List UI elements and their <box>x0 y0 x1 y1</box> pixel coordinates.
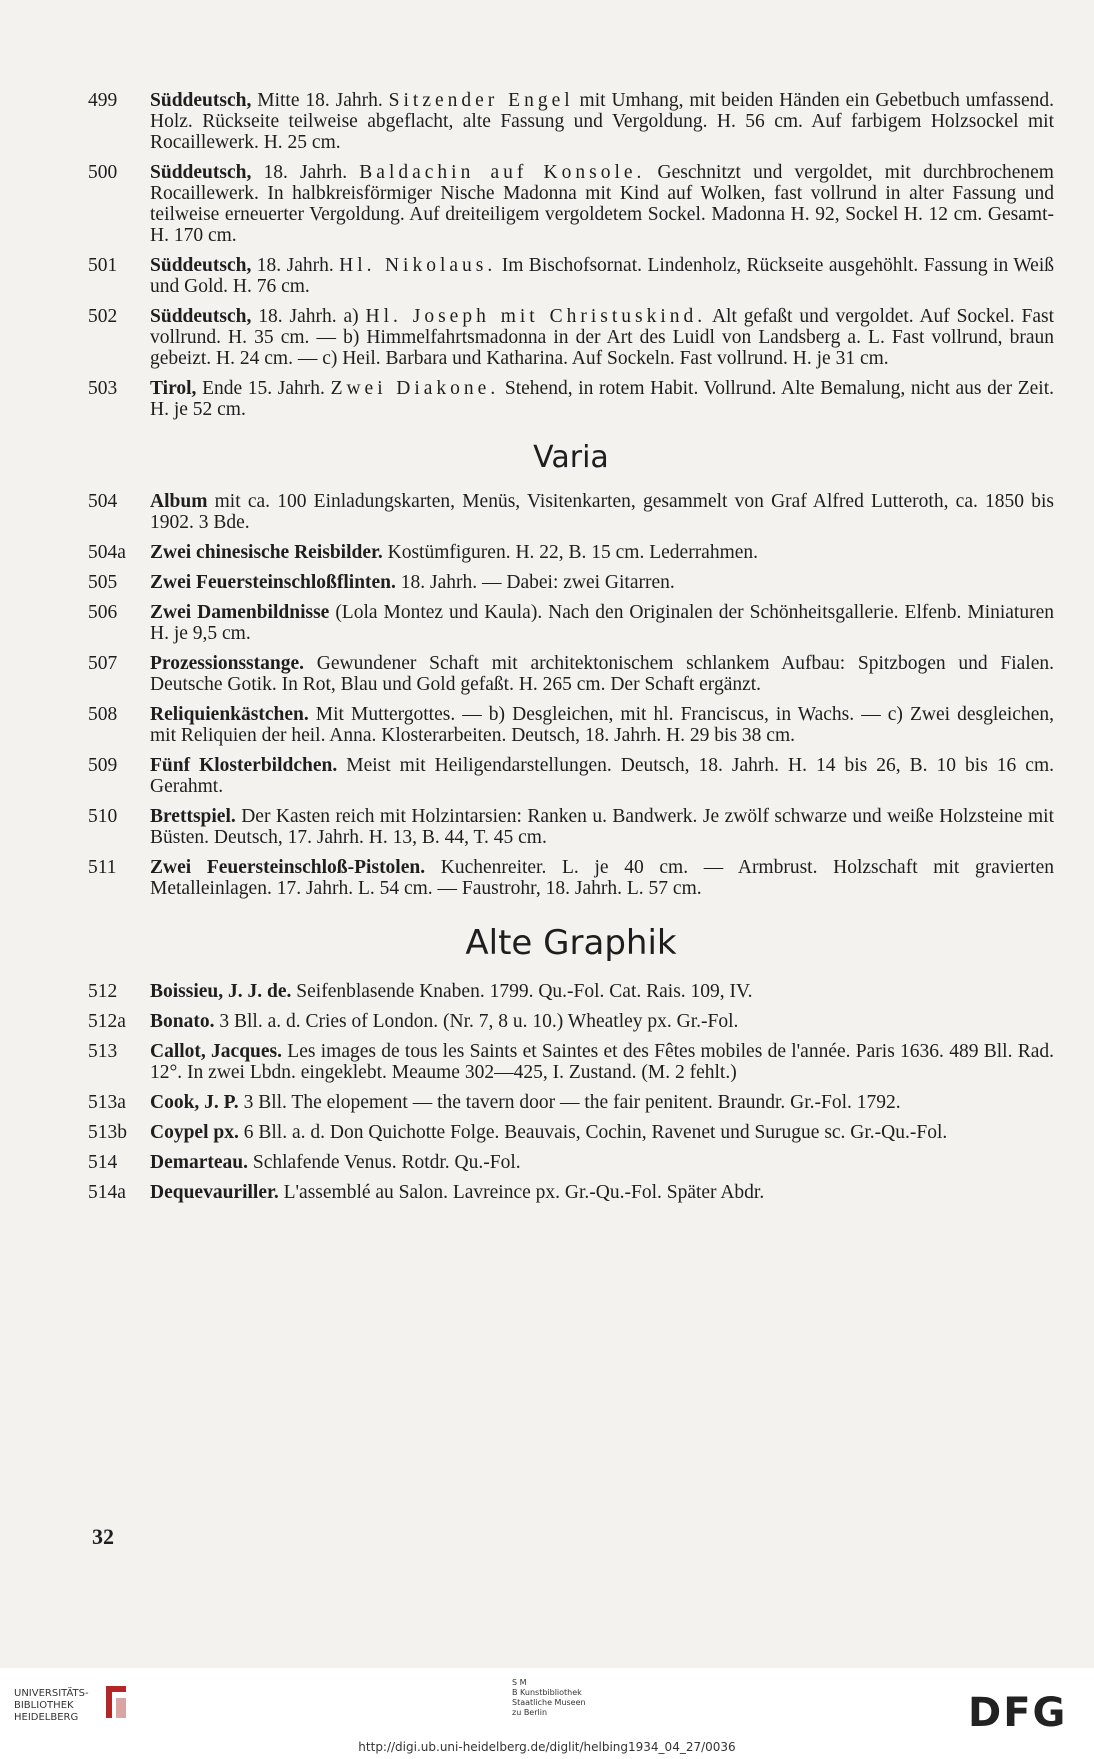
page-number: 32 <box>92 1524 114 1549</box>
catalog-entry <box>88 255 1054 297</box>
entry-number: 503 <box>88 378 118 399</box>
entry-object-name: Hl. Joseph mit Christuskind. <box>365 306 707 327</box>
entry-title: Callot, Jacques. <box>150 1041 283 1062</box>
entry-title: Süddeutsch, <box>150 90 252 111</box>
entry-date: 18. Jahrh. <box>251 255 340 276</box>
entry-title: Zwei Damenbildnisse <box>150 602 330 623</box>
catalog-entry <box>88 306 1054 369</box>
catalog-entry <box>88 1122 1054 1143</box>
entry-title: Demarteau. <box>150 1152 249 1173</box>
section-heading-alte-graphik: Alte Graphik <box>465 923 677 963</box>
entry-title: Cook, J. P. <box>150 1092 239 1113</box>
section-heading-varia: Varia <box>533 440 609 475</box>
university-library-logo[interactable]: UNIVERSITÄTS- BIBLIOTHEK HEIDELBERG <box>14 1688 89 1723</box>
entry-title: Zwei Feuersteinschloß-Pistolen. <box>150 857 426 878</box>
entry-number: 501 <box>88 255 118 276</box>
catalog-entry <box>88 542 1054 563</box>
entry-text <box>150 1041 1054 1083</box>
catalog-entry <box>88 162 1054 246</box>
entry-title: Bonato. <box>150 1011 215 1032</box>
entry-number: 511 <box>88 857 117 878</box>
entry-date: Mitte 18. Jahrh. <box>251 90 389 111</box>
entry-description: Kostümfiguren. H. 22, B. 15 cm. Lederrahmen. <box>382 542 759 563</box>
entry-title: Süddeutsch, <box>150 306 252 327</box>
catalog-entry <box>88 378 1054 420</box>
catalog-entry <box>88 1011 1054 1032</box>
entry-description: 3 Bll. The elopement — the tavern door — the fair penitent. Braundr. Gr.-Fol. 1792. <box>238 1092 901 1113</box>
entry-number: 510 <box>88 806 118 827</box>
entry-text <box>150 857 1054 899</box>
entry-title: Süddeutsch, <box>150 162 252 183</box>
entry-number: 513b <box>88 1122 127 1143</box>
entry-description: Kuchenreiter. L. je 40 cm. — Armbrust. Holzschaft mit gravierten Metalleinlagen. 17. Jahrh. L. 54 cm. — Faustrohr, 18. Jahrh. L. 57 cm. <box>150 857 1054 899</box>
entries-sculpture <box>88 90 1054 420</box>
entry-text <box>150 542 1054 563</box>
entry-text <box>150 755 1054 797</box>
catalog-entry <box>88 857 1054 899</box>
catalog-entry <box>88 981 1054 1002</box>
entry-text <box>150 255 1054 297</box>
entry-description: Gewundener Schaft mit architektonischem schlankem Aufbau: Spitzbogen und Fialen. Deutsche Gotik. In Rot, Blau und Gold gefaßt. H. 265 cm. Der Schaft ergänzt. <box>150 653 1054 695</box>
entry-description: Meist mit Heiligendarstellungen. Deutsch, 18. Jahrh. H. 14 bis 26, B. 10 bis 16 cm. Gerahmt. <box>150 755 1054 797</box>
entry-title: Zwei Feuersteinschloßflinten. <box>150 572 396 593</box>
entry-description: Schlafende Venus. Rotdr. Qu.-Fol. <box>248 1152 521 1173</box>
entry-object-name: Sitzender Engel <box>388 90 574 111</box>
entry-number: 514a <box>88 1182 126 1203</box>
entry-title: Zwei chinesische Reisbilder. <box>150 542 383 563</box>
entry-number: 504 <box>88 491 118 512</box>
entry-title: Dequevauriller. <box>150 1182 279 1203</box>
entry-number: 504a <box>88 542 126 563</box>
entry-text <box>150 306 1054 369</box>
entry-number: 499 <box>88 90 118 111</box>
catalog-entry <box>88 1092 1054 1113</box>
dfg-logo[interactable]: DFG <box>968 1690 1068 1736</box>
entry-date: 18. Jahrh. <box>251 162 360 183</box>
smb-kunstbibliothek-logo[interactable]: S M B Kunstbibliothek Staatliche Museen zu Berlin <box>512 1678 586 1717</box>
entry-text <box>150 572 1054 593</box>
entry-text <box>150 1182 1054 1203</box>
entry-title: Album <box>150 491 208 512</box>
entry-title: Prozessionsstange. <box>150 653 305 674</box>
entry-description: 3 Bll. a. d. Cries of London. (Nr. 7, 8 u. 10.) Wheatley px. Gr.-Fol. <box>214 1011 739 1032</box>
entry-text <box>150 1011 1054 1032</box>
entry-text <box>150 981 1054 1002</box>
entry-text <box>150 1152 1054 1173</box>
entry-description: Im Bischofsornat. Lindenholz, Rückseite ausgehöhlt. Fassung in Weiß und Gold. H. 76 cm. <box>150 255 1054 297</box>
entry-object-name: Hl. Nikolaus. <box>339 255 497 276</box>
catalog-entry <box>88 602 1054 644</box>
catalog-entry <box>88 90 1054 153</box>
entry-text <box>150 491 1054 533</box>
entry-title: Brettspiel. <box>150 806 236 827</box>
entry-number: 512 <box>88 981 118 1002</box>
entry-description: 6 Bll. a. d. Don Quichotte Folge. Beauvais, Cochin, Ravenet und Surugue sc. Gr.-Qu.-Fol. <box>238 1122 948 1143</box>
university-emblem-icon <box>102 1682 130 1722</box>
catalog-entry <box>88 491 1054 533</box>
catalog-entry <box>88 653 1054 695</box>
entry-number: 500 <box>88 162 118 183</box>
catalog-entry <box>88 1152 1054 1173</box>
entry-text <box>150 1092 1054 1113</box>
entry-description: 18. Jahrh. — Dabei: zwei Gitarren. <box>395 572 675 593</box>
entry-description: Alt gefaßt und vergoldet. Auf Sockel. Fast vollrund. H. 35 cm. — b) Himmelfahrtsmadonna in der Art des Luidl von Landsberg a. L. Fast vollrund, braun gebeizt. H. 24 cm. — c) Heil. Barbara und Katharina. Auf Sockeln. Fast vollrund. H. je 31 cm. <box>150 306 1054 369</box>
entry-description: Der Kasten reich mit Holzintarsien: Ranken u. Bandwerk. Je zwölf schwarze und weiße Holzsteine mit Büsten. Deutsch, 17. Jahrh. H. 13, B. 44, T. 45 cm. <box>150 806 1054 848</box>
entry-title: Coypel px. <box>150 1122 239 1143</box>
entry-description: Mit Muttergottes. — b) Desgleichen, mit hl. Franciscus, in Wachs. — c) Zwei desgleichen, mit Reliquien der heil. Anna. Klosterarbeiten. Deutsch, 18. Jahrh. H. 29 bis 38 cm. <box>150 704 1054 746</box>
entry-text <box>150 1122 1054 1143</box>
entry-number: 508 <box>88 704 118 725</box>
entry-title: Fünf Klosterbildchen. <box>150 755 338 776</box>
entry-description: L'assemblé au Salon. Lavreince px. Gr.-Qu.-Fol. Später Abdr. <box>278 1182 765 1203</box>
entry-number: 505 <box>88 572 118 593</box>
entry-object-name: Baldachin auf Konsole. <box>359 162 646 183</box>
catalog-entry <box>88 1182 1054 1203</box>
entry-description: Seifenblasende Knaben. 1799. Qu.-Fol. Cat. Rais. 109, IV. <box>291 981 753 1002</box>
entry-description: Les images de tous les Saints et Saintes et des Fêtes mobiles de l'année. Paris 1636. 489 Bll. Rad. 12°. In zwei Lbdn. eingeklebt. Meaume 302—425, I. Zustand. (M. 2 fehlt.) <box>150 1041 1054 1083</box>
entry-description: Stehend, in rotem Habit. Vollrund. Alte Bemalung, nicht aus der Zeit. H. je 52 cm. <box>150 378 1054 420</box>
page-content <box>88 90 1054 1212</box>
entry-number: 507 <box>88 653 118 674</box>
entry-title: Boissieu, J. J. de. <box>150 981 292 1002</box>
entry-number: 513a <box>88 1092 126 1113</box>
entry-date: 18. Jahrh. a) <box>251 306 366 327</box>
entries-varia <box>88 491 1054 899</box>
entries-alte-graphik <box>88 981 1054 1203</box>
entry-text <box>150 653 1054 695</box>
entry-number: 509 <box>88 755 118 776</box>
catalog-entry <box>88 806 1054 848</box>
catalog-entry <box>88 704 1054 746</box>
catalog-entry <box>88 755 1054 797</box>
entry-title: Reliquienkästchen. <box>150 704 309 725</box>
entry-text <box>150 162 1054 246</box>
entry-title: Tirol, <box>150 378 197 399</box>
entry-number: 502 <box>88 306 118 327</box>
entry-text <box>150 704 1054 746</box>
entry-description: mit Umhang, mit beiden Händen ein Gebetbuch umfassend. Holz. Rückseite teilweise abgeflacht, alte Fassung und Vergoldung. H. 56 cm. Auf farbigem Holzsockel mit Rocaillewerk. H. 25 cm. <box>150 90 1054 153</box>
entry-description: mit ca. 100 Einladungskarten, Menüs, Visitenkarten, gesammelt von Graf Alfred Lutteroth, ca. 1850 bis 1902. 3 Bde. <box>150 491 1054 533</box>
entry-number: 513 <box>88 1041 118 1062</box>
entry-description: (Lola Montez und Kaula). Nach den Originalen der Schönheitsgallerie. Elfenb. Miniaturen H. je 9,5 cm. <box>150 602 1055 644</box>
entry-object-name: Zwei Diakone. <box>330 378 500 399</box>
entry-text <box>150 378 1054 420</box>
entry-text <box>150 602 1054 644</box>
entry-title: Süddeutsch, <box>150 255 252 276</box>
entry-text <box>150 90 1054 153</box>
entry-text <box>150 806 1054 848</box>
entry-date: Ende 15. Jahrh. <box>196 378 331 399</box>
entry-number: 514 <box>88 1152 118 1173</box>
catalog-entry <box>88 1041 1054 1083</box>
entry-number: 506 <box>88 602 118 623</box>
source-url-link[interactable]: http://digi.ub.uni-heidelberg.de/diglit/helbing1934_04_27/0036 <box>358 1740 736 1754</box>
footer-bar <box>0 1668 1094 1759</box>
entry-number: 512a <box>88 1011 126 1032</box>
entry-description: Geschnitzt und vergoldet, mit durchbrochenem Rocaillewerk. In halbkreisförmiger Nische Madonna mit Kind auf Wolken, fast vollrund in alter Fassung und teilweise erneuerter Vergoldung. Auf dreiteiligem vergoldetem Sockel. Madonna H. 92, Sockel H. 12 cm. Gesamt-H. 170 cm. <box>150 162 1054 246</box>
catalog-entry <box>88 572 1054 593</box>
